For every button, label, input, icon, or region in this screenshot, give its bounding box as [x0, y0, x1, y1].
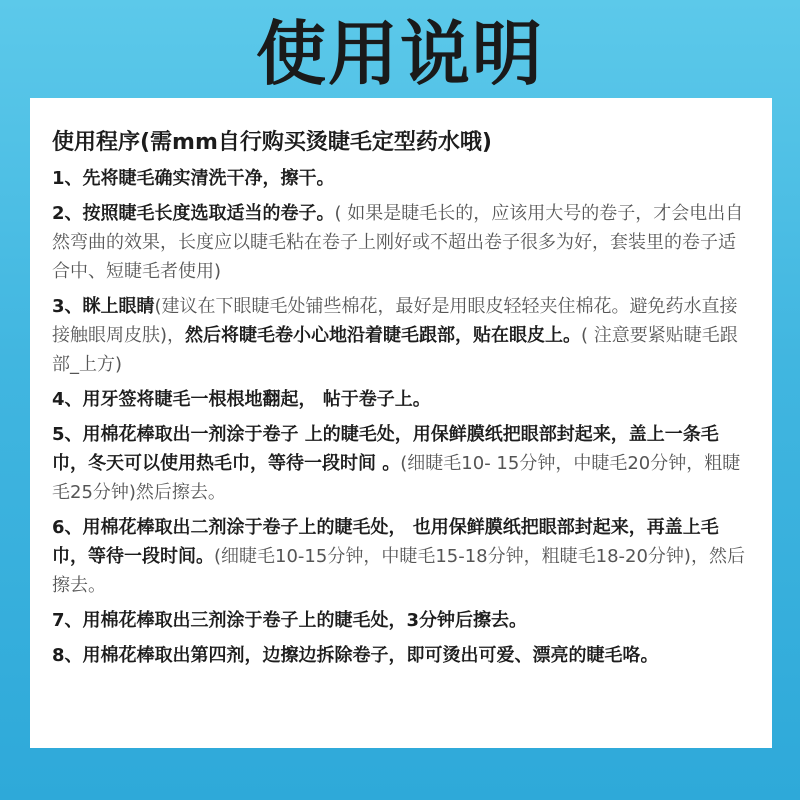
step-5-note: (细睫毛10- 15分钟，中睫毛20分钟，粗睫毛25分钟)然后擦去。: [52, 453, 741, 503]
step-3-note-2: ( 注意要紧贴睫毛跟部_上方): [52, 325, 738, 375]
step-2: [52, 199, 746, 286]
step-3-text-2: 然后将睫毛卷小心地沿着睫毛跟部，贴在眼皮上。: [185, 325, 582, 346]
step-2-note: ( 如果是睫毛长的，应该用大号的卷子，才会电出自然弯曲的效果，长度应以睫毛粘在卷子上刚好或不超出卷子很多为好，套装里的卷子适合中、短睫毛者使用): [52, 203, 744, 282]
step-8: [52, 641, 746, 670]
step-1-text: 1、先将睫毛确实清洗干净，擦干。: [52, 168, 335, 189]
step-8-text: 8、用棉花棒取出第四剂，边擦边拆除卷子，即可烫出可爱、漂亮的睫毛咯。: [52, 645, 659, 666]
step-5: [52, 420, 746, 507]
page-title: 使用说明: [256, 13, 544, 95]
step-6-text: 6、用棉花棒取出二剂涂于卷子上的睫毛处， 也用保鲜膜纸把眼部封起来，再盖上毛巾，等待一段时间。: [52, 517, 719, 567]
step-7: [52, 606, 746, 635]
step-6: [52, 513, 746, 600]
step-4-text: 4、用牙签将睫毛一根根地翻起， 帖于卷子上。: [52, 389, 431, 410]
instructions-panel: [30, 98, 772, 748]
step-6-note: (细睫毛10-15分钟，中睫毛15-18分钟，粗睫毛18-20分钟)，然后擦去。: [52, 546, 745, 596]
step-3: [52, 292, 746, 379]
step-2-text: 2、按照睫毛长度选取适当的卷子。: [52, 203, 335, 224]
step-1: [52, 164, 746, 193]
step-3-text: 3、眯上眼睛: [52, 296, 155, 317]
step-4: [52, 385, 746, 414]
step-7-text: 7、用棉花棒取出三剂涂于卷子上的睫毛处，3分钟后擦去。: [52, 610, 528, 631]
step-5-text: 5、用棉花棒取出一剂涂于卷子 上的睫毛处，用保鲜膜纸把眼部封起来，盖上一条毛巾，冬天可以使用热毛巾，等待一段时间 。: [52, 424, 719, 474]
step-3-note: (建议在下眼睫毛处铺些棉花，最好是用眼皮轻轻夹住棉花。避免药水直接接触眼周皮肤)，: [52, 296, 738, 346]
procedure-heading: 使用程序(需mm自行购买烫睫毛定型药水哦): [52, 130, 492, 155]
